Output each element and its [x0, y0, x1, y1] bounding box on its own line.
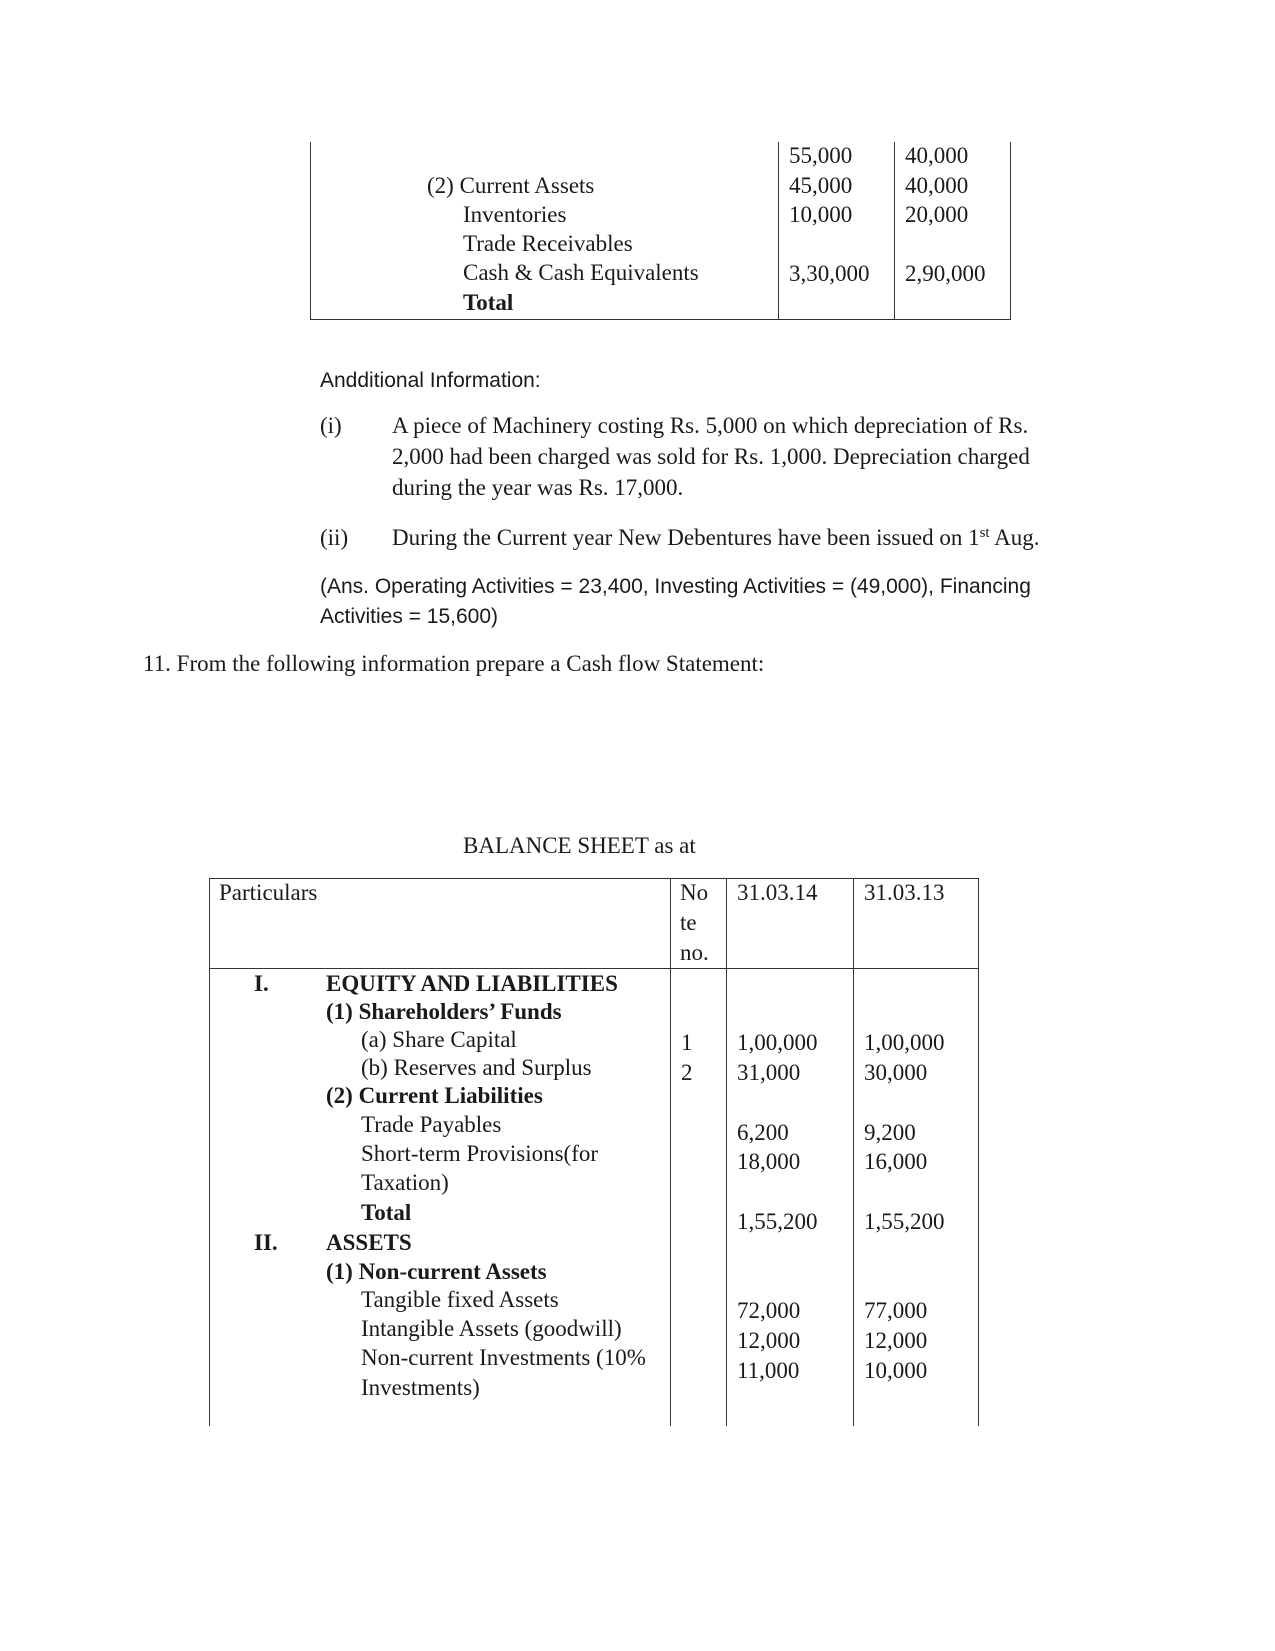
value-2013: 12,000 [864, 1328, 928, 1353]
value-2014: 31,000 [737, 1060, 801, 1085]
header-year-2013: 31.03.13 [864, 880, 945, 905]
header-note: te [680, 910, 697, 935]
item-text: during the year was Rs. 17,000. [392, 475, 684, 500]
header-note: no. [680, 940, 709, 965]
trade-receivables-label: Trade Receivables [463, 231, 633, 256]
cash-equivalents-label: Cash & Cash Equivalents [463, 260, 699, 285]
value-2014: 6,200 [737, 1120, 789, 1145]
line-item: Trade Payables [361, 1112, 502, 1137]
col2-value: 40,000 [905, 173, 969, 198]
value-2014: 1,55,200 [737, 1209, 818, 1234]
value-2013: 1,55,200 [864, 1209, 945, 1234]
section-roman: I. [254, 971, 269, 996]
subsection-title: (1) Non-current Assets [326, 1259, 547, 1284]
value-2013: 30,000 [864, 1060, 928, 1085]
line-item: Tangible fixed Assets [361, 1287, 559, 1312]
value-2014: 72,000 [737, 1298, 801, 1323]
item-text: A piece of Machinery costing Rs. 5,000 on which depreciation of Rs. [392, 413, 1029, 438]
header-note: No [680, 880, 709, 905]
section-roman: II. [254, 1230, 278, 1255]
col2-value: 20,000 [905, 202, 969, 227]
value-2013: 9,200 [864, 1120, 916, 1145]
line-item: (b) Reserves and Surplus [361, 1055, 592, 1080]
line-item: Short-term Provisions(for [361, 1141, 599, 1166]
col2-total: 2,90,000 [905, 261, 986, 286]
item-marker: (i) [320, 413, 342, 438]
col1-total: 3,30,000 [789, 261, 870, 286]
line-item: Intangible Assets (goodwill) [361, 1316, 622, 1341]
line-item: Taxation) [361, 1170, 449, 1195]
value-2014: 12,000 [737, 1328, 801, 1353]
value-2013: 1,00,000 [864, 1030, 945, 1055]
subsection-title: (2) Current Liabilities [326, 1083, 543, 1108]
current-assets-heading: (2) Current Assets [427, 173, 595, 198]
value-2013: 10,000 [864, 1358, 928, 1383]
header-particulars: Particulars [219, 880, 318, 905]
section-title: ASSETS [326, 1230, 412, 1255]
balance-sheet-title: BALANCE SHEET as at [463, 833, 696, 858]
inventories-label: Inventories [463, 202, 567, 227]
additional-heading: Andditional Information: [320, 369, 541, 392]
note-number: 2 [681, 1060, 693, 1085]
col1-value: 10,000 [789, 202, 853, 227]
item-text: During the Current year New Debentures have been issued on 1st Aug. [392, 525, 1040, 550]
item-marker: (ii) [320, 525, 349, 550]
col1-value: 45,000 [789, 173, 853, 198]
value-2013: 77,000 [864, 1298, 928, 1323]
line-item: (a) Share Capital [361, 1027, 517, 1052]
total-label: Total [361, 1200, 412, 1225]
item-text: 2,000 had been charged was sold for Rs. 1,000. Depreciation charged [392, 444, 1030, 469]
col2-value: 40,000 [905, 143, 969, 168]
section-title: EQUITY AND LIABILITIES [326, 971, 618, 996]
col1-value: 55,000 [789, 143, 853, 168]
answer-text: Activities = 15,600) [320, 605, 499, 628]
value-2014: 1,00,000 [737, 1030, 818, 1055]
value-2014: 11,000 [737, 1358, 800, 1383]
line-item: Non-current Investments (10% [361, 1345, 646, 1370]
total-label: Total [463, 290, 514, 315]
answer-text: (Ans. Operating Activities = 23,400, Investing Activities = (49,000), Financing [320, 575, 1031, 598]
line-item: Investments) [361, 1375, 480, 1400]
value-2013: 16,000 [864, 1149, 928, 1174]
subsection-title: (1) Shareholders’ Funds [326, 999, 562, 1024]
note-number: 1 [681, 1030, 693, 1055]
question-text: 11. From the following information prepare a Cash flow Statement: [143, 651, 765, 676]
value-2014: 18,000 [737, 1149, 801, 1174]
header-year-2014: 31.03.14 [737, 880, 818, 905]
